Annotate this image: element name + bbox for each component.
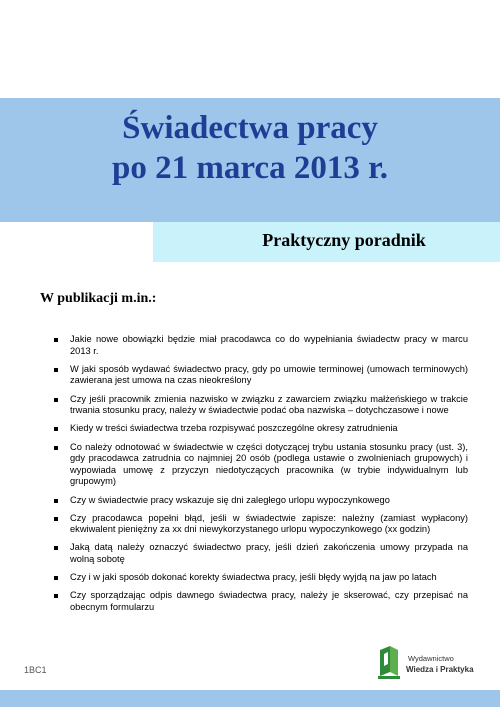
publisher-book-icon (376, 642, 402, 680)
list-item (52, 334, 468, 357)
bullet-icon (54, 398, 58, 402)
list-item-text: Czy sporządzając odpis dawnego świadectwa pracy, należy je skserować, czy przepisać na obecnym formularzu (70, 590, 468, 613)
bottom-band (0, 690, 500, 707)
list-item (52, 572, 468, 584)
title-line-1: Świadectwa pracy (122, 110, 378, 146)
list-item-text: Jaką datą należy oznaczyć świadectwo pracy, jeśli dzień zakończenia umowy przypada na wolną sobotę (70, 542, 468, 565)
bullet-icon (54, 576, 58, 580)
publisher-line-2: Wiedza i Praktyka (406, 665, 474, 674)
publisher-line-1: Wydawnictwo (408, 654, 454, 663)
title-line-2: po 21 marca 2013 r. (112, 150, 388, 186)
list-item (52, 423, 468, 435)
list-item-text: Czy jeśli pracownik zmienia nazwisko w związku z zawarciem związku małżeńskiego w trakcie trwania stosunku pracy, należy w świadectwie podać oba nazwiska – dotychczasowe i nowe (70, 393, 468, 416)
bullet-icon (54, 594, 58, 598)
list-item-text: Co należy odnotować w świadectwie w części dotyczącej trybu ustania stosunku pracy (ust. 3), gdy pracodawca zatrudnia co najmniej 20 osób (podlega ustawie o zwolnieniach grupowych) i wypowiada umowę z przyczyn niedotyczących pracownika (w trybie indywidualnym lub grupowym) (70, 441, 468, 487)
bullet-icon (54, 368, 58, 372)
bullet-icon (54, 338, 58, 342)
list-item-text: Jakie nowe obowiązki będzie miał pracodawca co do wypełniania świadectw pracy w marcu 2013 r. (70, 334, 468, 356)
list-item (52, 394, 468, 417)
list-item-text: Kiedy w treści świadectwa trzeba rozpisywać poszczególne okresy zatrudnienia (70, 423, 398, 434)
bullet-list (52, 334, 468, 620)
list-item-text: W jaki sposób wydawać świadectwo pracy, gdy po umowie terminowej (umowach terminowych) zawierana jest umowa na czas nieokreślony (70, 363, 468, 386)
bullet-icon (54, 427, 58, 431)
list-item (52, 495, 468, 507)
list-item (52, 590, 468, 613)
bullet-icon (54, 499, 58, 503)
list-item (52, 542, 468, 565)
bullet-icon (54, 546, 58, 550)
bullet-icon (54, 517, 58, 521)
intro-heading: W publikacji m.in.: (40, 291, 157, 306)
list-item-text: Czy w świadectwie pracy wskazuje się dni zaległego urlopu wypoczynkowego (70, 494, 390, 505)
list-item-text: Czy pracodawca popełni błąd, jeśli w świadectwie zapisze: należny (zamiast wypłacony) ekwiwalent pieniężny za xx dni niewykorzystanego urlopu wypoczynkowego (xx godzin) (70, 512, 468, 535)
list-item (52, 442, 468, 488)
product-code: 1BC1 (24, 665, 47, 675)
publisher-logo (376, 640, 472, 682)
list-item (52, 364, 468, 387)
cover-subtitle: Praktyczny poradnik (262, 230, 426, 250)
list-item-text: Czy i w jaki sposób dokonać korekty świadectwa pracy, jeśli błędy wyjdą na jaw po latach (70, 572, 437, 583)
cover-title (0, 108, 500, 188)
bullet-icon (54, 446, 58, 450)
list-item (52, 513, 468, 536)
